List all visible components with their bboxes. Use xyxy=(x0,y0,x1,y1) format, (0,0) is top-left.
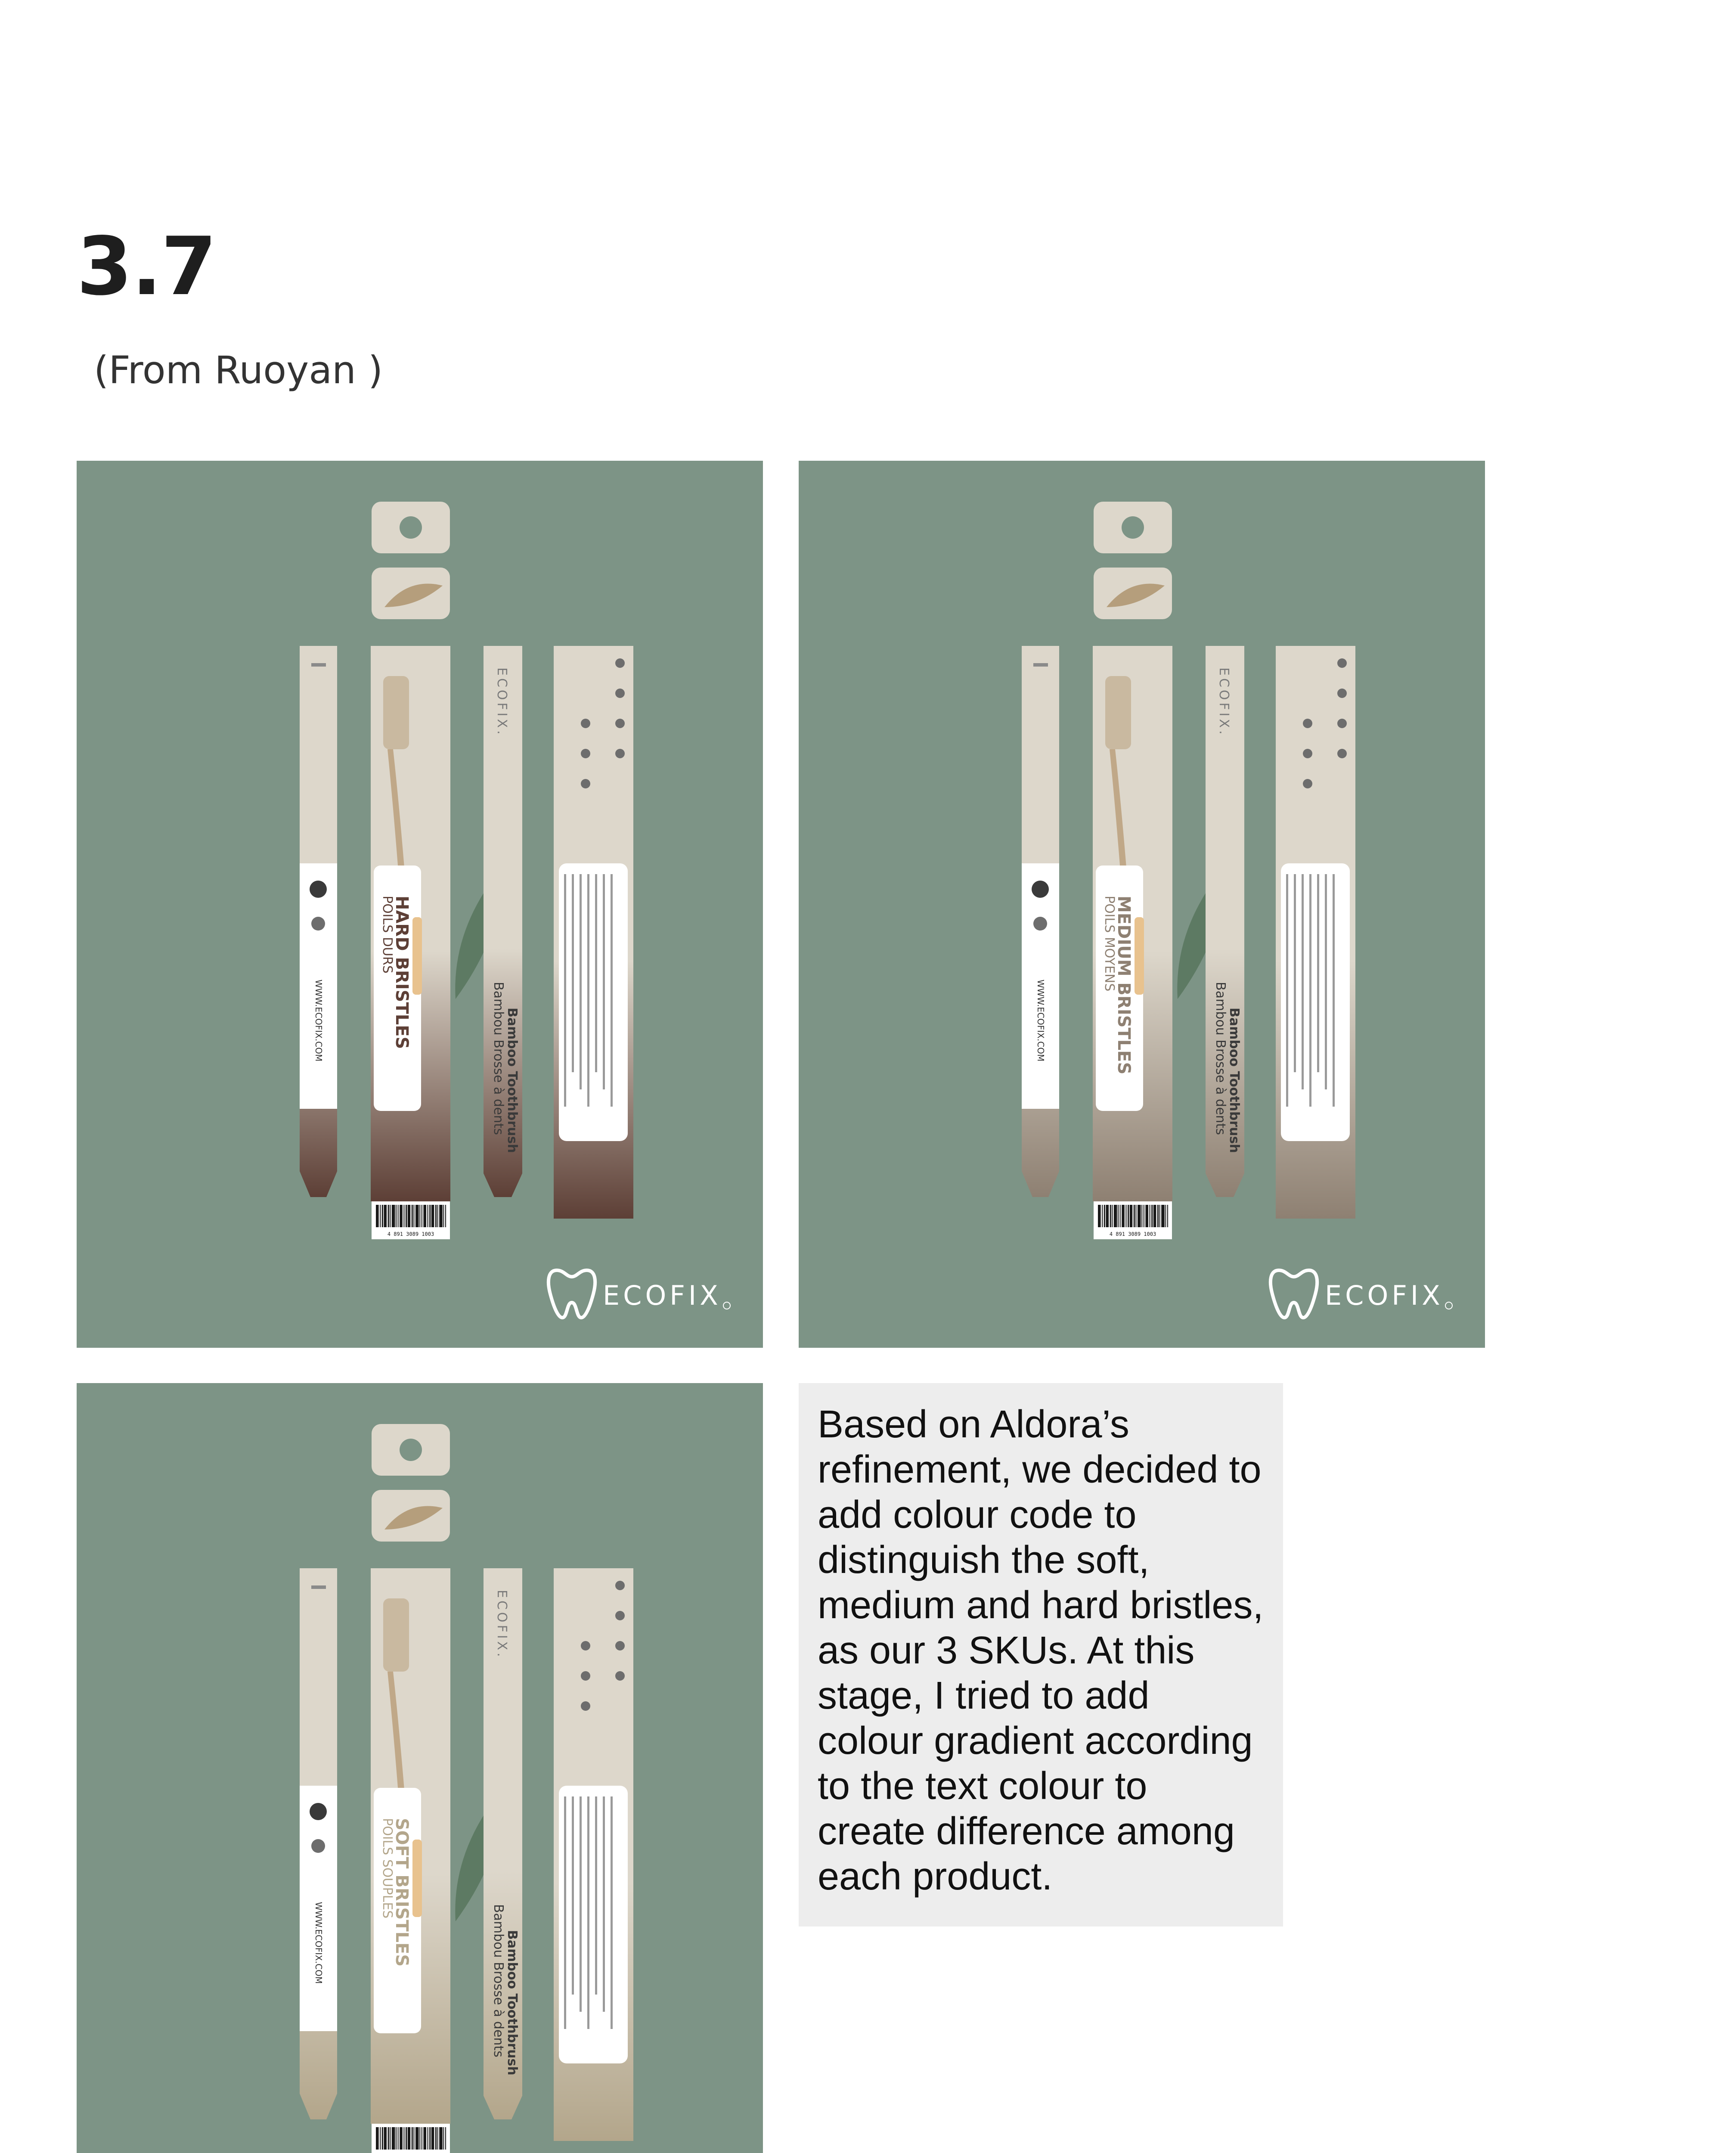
feature-icon xyxy=(581,1671,590,1681)
barcode-bar xyxy=(1102,1205,1103,1227)
product-name-fr: POILS DURS xyxy=(380,896,395,974)
note-box xyxy=(799,1383,1283,1927)
feature-icon xyxy=(615,689,625,698)
info-text-line xyxy=(1333,874,1335,1107)
packaging-dieline-hard xyxy=(77,461,763,1348)
barcode-bar xyxy=(429,2127,431,2150)
barcode-bar xyxy=(437,2127,438,2150)
toothbrush-bristles-icon xyxy=(383,676,409,749)
barcode-bar xyxy=(380,1205,381,1227)
barcode-bar xyxy=(409,1205,410,1227)
barcode-bar xyxy=(402,1205,403,1227)
barcode-bar xyxy=(1124,1205,1125,1227)
barcode-bar xyxy=(1140,1205,1141,1227)
barcode-bar xyxy=(384,2127,386,2150)
barcode-bar xyxy=(1108,1205,1109,1227)
barcode-bar xyxy=(408,1205,410,1227)
packaging-dieline-medium xyxy=(799,461,1485,1348)
barcode-bar xyxy=(431,1205,434,1227)
feature-icon xyxy=(1303,719,1312,728)
barcode-bar xyxy=(1118,1205,1119,1227)
info-text-line xyxy=(1294,874,1296,1072)
barcode-bar xyxy=(1122,1205,1124,1227)
barcode-bar xyxy=(431,2127,434,2150)
barcode-bar xyxy=(376,2127,378,2150)
barcode-bar xyxy=(378,1205,379,1227)
feature-icon xyxy=(581,1641,590,1650)
feature-icon xyxy=(1337,749,1347,758)
barcode-bar xyxy=(1157,1205,1159,1227)
barcode-bar xyxy=(1116,1205,1117,1227)
side-title: Bamboo Toothbrush xyxy=(505,1008,520,1153)
info-text-line xyxy=(587,1796,589,2029)
brand-vertical: ECOFIX. xyxy=(1216,667,1231,737)
info-text-line xyxy=(1302,874,1304,1089)
side-strip-mark xyxy=(311,1585,326,1589)
barcode-bar xyxy=(409,2127,410,2150)
note-text: Based on Aldora’s refinement, we decided to add colour code to distinguish the soft, medium and hard bristles, as our 3 SKUs. At this stage, I tried to add colour gradient according to the text colour to create difference among each product. xyxy=(818,1403,1264,1898)
barcode-bar xyxy=(1112,1205,1113,1227)
info-text-line xyxy=(603,1796,605,2012)
brand-vertical: ECOFIX. xyxy=(494,1590,509,1660)
back-info-label xyxy=(559,863,628,1141)
barcode-bar xyxy=(382,2127,383,2150)
barcode-bar xyxy=(1120,1205,1121,1227)
barcode-bar xyxy=(439,1205,441,1227)
ecofix-logo-icon xyxy=(549,1270,595,1318)
barcode-bar xyxy=(388,2127,389,2150)
side-strip-mark xyxy=(1033,663,1048,667)
product-name: SOFT BRISTLES xyxy=(392,1818,412,1967)
barcode-bar xyxy=(413,1205,414,1227)
barcode-bar xyxy=(1135,1205,1136,1227)
hang-hole-icon xyxy=(400,516,422,539)
barcode-bar xyxy=(443,1205,444,1227)
barcode-bar xyxy=(445,1205,446,1227)
info-text-line xyxy=(564,1796,566,2029)
barcode-bar xyxy=(402,2127,403,2150)
barcode-bar xyxy=(398,1205,399,1227)
section-heading: 3.7 xyxy=(77,220,216,313)
feature-icon xyxy=(581,1701,590,1711)
barcode-bar xyxy=(386,2127,387,2150)
barcode-bar xyxy=(445,2127,446,2150)
side-title: Bamboo Toothbrush xyxy=(505,1930,520,2075)
recycle-icon xyxy=(310,1803,327,1820)
barcode-bar xyxy=(1155,1205,1156,1227)
barcode-bar xyxy=(1106,1205,1108,1227)
feature-icon xyxy=(615,658,625,668)
barcode-bar xyxy=(403,1205,404,1227)
feature-icon xyxy=(1303,779,1312,788)
info-text-line xyxy=(595,874,597,1072)
barcode-bar xyxy=(392,2127,394,2150)
barcode-bar xyxy=(423,2127,425,2150)
barcode-bar xyxy=(1128,1205,1129,1227)
toothbrush-bristles-icon xyxy=(1105,676,1131,749)
barcode-bar xyxy=(386,1205,387,1227)
brand-vertical: ECOFIX. xyxy=(494,667,509,737)
barcode-bar xyxy=(423,1205,425,1227)
info-text-line xyxy=(580,1796,582,2012)
ecofix-logo-text: ECOFIX xyxy=(603,1280,722,1311)
barcode-bar xyxy=(408,2127,410,2150)
registered-mark-icon xyxy=(723,1302,730,1309)
hang-hole-icon xyxy=(1122,516,1144,539)
info-text-line xyxy=(1317,874,1319,1072)
barcode-bar xyxy=(378,2127,379,2150)
side-title-fr: Bambou Brosse à dents xyxy=(1213,982,1228,1135)
barcode-digits: 4 891 3089 1003 xyxy=(1109,1231,1156,1237)
barcode-bar xyxy=(394,1205,395,1227)
packaging-dieline-soft xyxy=(77,1383,763,2153)
packaging-panel-soft xyxy=(77,1383,763,2153)
barcode-bar xyxy=(1100,1205,1101,1227)
barcode-bar xyxy=(400,1205,402,1227)
barcode-bar xyxy=(1098,1205,1100,1227)
recycle-icon xyxy=(1032,881,1049,898)
barcode-bar xyxy=(425,1205,426,1227)
barcode-bar xyxy=(412,1205,413,1227)
barcode-bar xyxy=(418,2127,419,2150)
barcode-bar xyxy=(376,1205,378,1227)
barcode-bar xyxy=(1104,1205,1105,1227)
feature-icon xyxy=(1303,749,1312,758)
back-info-label xyxy=(559,1786,628,2063)
barcode-digits: 4 891 3089 1003 xyxy=(387,1231,434,1237)
registered-mark-icon xyxy=(1445,1302,1452,1309)
barcode-bar xyxy=(388,1205,389,1227)
barcode-bar xyxy=(441,1205,443,1227)
barcode-bar xyxy=(382,1205,383,1227)
barcode-bar xyxy=(1114,1205,1116,1227)
ecofix-logo-icon xyxy=(1271,1270,1317,1318)
feature-icon xyxy=(581,779,590,788)
barcode-bar xyxy=(1110,1205,1111,1227)
barcode-bar xyxy=(412,2127,413,2150)
barcode-bar xyxy=(1163,1205,1165,1227)
barcode-bar xyxy=(1165,1205,1166,1227)
feature-icon xyxy=(615,1641,625,1650)
barcode-bar xyxy=(392,1205,394,1227)
barcode-bar xyxy=(380,2127,381,2150)
barcode-bar xyxy=(406,2127,407,2150)
packaging-panel-hard xyxy=(77,461,763,1348)
barcode-bar xyxy=(1167,1205,1168,1227)
barcode-bar xyxy=(398,2127,399,2150)
product-name: HARD BRISTLES xyxy=(392,896,412,1049)
barcode-bar xyxy=(1159,1205,1160,1227)
barcode-bar xyxy=(396,1205,397,1227)
barcode-bar xyxy=(1147,1205,1148,1227)
barcode-bar xyxy=(413,2127,414,2150)
product-name-fr: POILS MOYENS xyxy=(1102,896,1117,992)
barcode-bar xyxy=(435,1205,437,1227)
ecofix-logo-text: ECOFIX xyxy=(1325,1280,1444,1311)
feature-icon xyxy=(615,719,625,728)
barcode-bar xyxy=(418,1205,419,1227)
barcode-bar xyxy=(435,2127,437,2150)
barcode-bar xyxy=(390,2127,391,2150)
barcode-bar xyxy=(443,2127,444,2150)
info-text-line xyxy=(611,1796,613,2029)
info-text-line xyxy=(595,1796,597,1995)
barcode-bar xyxy=(1161,1205,1163,1227)
feature-icon xyxy=(581,749,590,758)
barcode-bar xyxy=(394,2127,395,2150)
barcode-bar xyxy=(419,1205,420,1227)
barcode-bar xyxy=(415,2127,418,2150)
barcode-bar xyxy=(1125,1205,1126,1227)
feature-icon xyxy=(615,1671,625,1681)
barcode-bar xyxy=(419,2127,420,2150)
info-text-line xyxy=(611,874,613,1107)
hang-hole-icon xyxy=(400,1439,422,1461)
feature-icon xyxy=(615,749,625,758)
barcode-bar xyxy=(433,1205,434,1227)
barcode-bar xyxy=(1141,1205,1142,1227)
toothbrush-bristles-icon xyxy=(383,1598,409,1672)
barcode-bar xyxy=(415,1205,418,1227)
barcode-bar xyxy=(1145,1205,1147,1227)
barcode-bar xyxy=(406,1205,407,1227)
credit-subtitle: (From Ruoyan ) xyxy=(94,348,383,392)
feature-icon xyxy=(581,719,590,728)
barcode-bar xyxy=(403,2127,404,2150)
barcode-bar xyxy=(400,2127,402,2150)
side-strip-mark xyxy=(311,663,326,667)
barcode-bar xyxy=(384,1205,386,1227)
barcode-bar xyxy=(439,2127,441,2150)
barcode-bar xyxy=(1138,1205,1140,1227)
barcode-bar xyxy=(1151,1205,1153,1227)
website-text: WWW.ECOFIX.COM xyxy=(313,1902,324,1984)
barcode-bar xyxy=(1130,1205,1132,1227)
barcode-bar xyxy=(429,1205,431,1227)
barcode-bar xyxy=(1134,1205,1135,1227)
side-title: Bamboo Toothbrush xyxy=(1227,1008,1242,1153)
feature-icon xyxy=(1337,689,1347,698)
barcode-bar xyxy=(441,2127,443,2150)
info-text-line xyxy=(603,874,605,1089)
product-name-fr: POILS SOUPLES xyxy=(380,1818,395,1919)
side-title-fr: Bambou Brosse à dents xyxy=(491,982,506,1135)
barcode-bar xyxy=(390,1205,391,1227)
barcode xyxy=(372,2124,450,2153)
feature-icon xyxy=(1337,658,1347,668)
barcode-bar xyxy=(425,2127,426,2150)
window-accent xyxy=(412,1840,422,1917)
side-title-fr: Bambou Brosse à dents xyxy=(491,1904,506,2057)
window-accent xyxy=(412,917,422,995)
eco-badge-icon xyxy=(1033,917,1047,931)
info-text-line xyxy=(587,874,589,1107)
info-text-line xyxy=(572,1796,574,1995)
info-text-line xyxy=(580,874,582,1089)
info-text-line xyxy=(1309,874,1311,1107)
info-text-line xyxy=(572,874,574,1072)
packaging-panel-medium xyxy=(799,461,1485,1348)
barcode-bar xyxy=(396,2127,397,2150)
barcode-bar xyxy=(433,2127,434,2150)
website-text: WWW.ECOFIX.COM xyxy=(1035,979,1046,1062)
recycle-icon xyxy=(310,881,327,898)
back-info-label xyxy=(1281,863,1350,1141)
barcode-bar xyxy=(1153,1205,1156,1227)
feature-icon xyxy=(1337,719,1347,728)
product-name: MEDIUM BRISTLES xyxy=(1114,896,1134,1075)
feature-icon xyxy=(615,1611,625,1620)
feature-icon xyxy=(615,1581,625,1590)
info-text-line xyxy=(564,874,566,1107)
info-text-line xyxy=(1286,874,1288,1107)
eco-badge-icon xyxy=(311,917,325,931)
window-accent xyxy=(1135,917,1144,995)
website-text: WWW.ECOFIX.COM xyxy=(313,979,324,1062)
info-text-line xyxy=(1325,874,1327,1089)
barcode-bar xyxy=(437,1205,438,1227)
eco-badge-icon xyxy=(311,1839,325,1853)
